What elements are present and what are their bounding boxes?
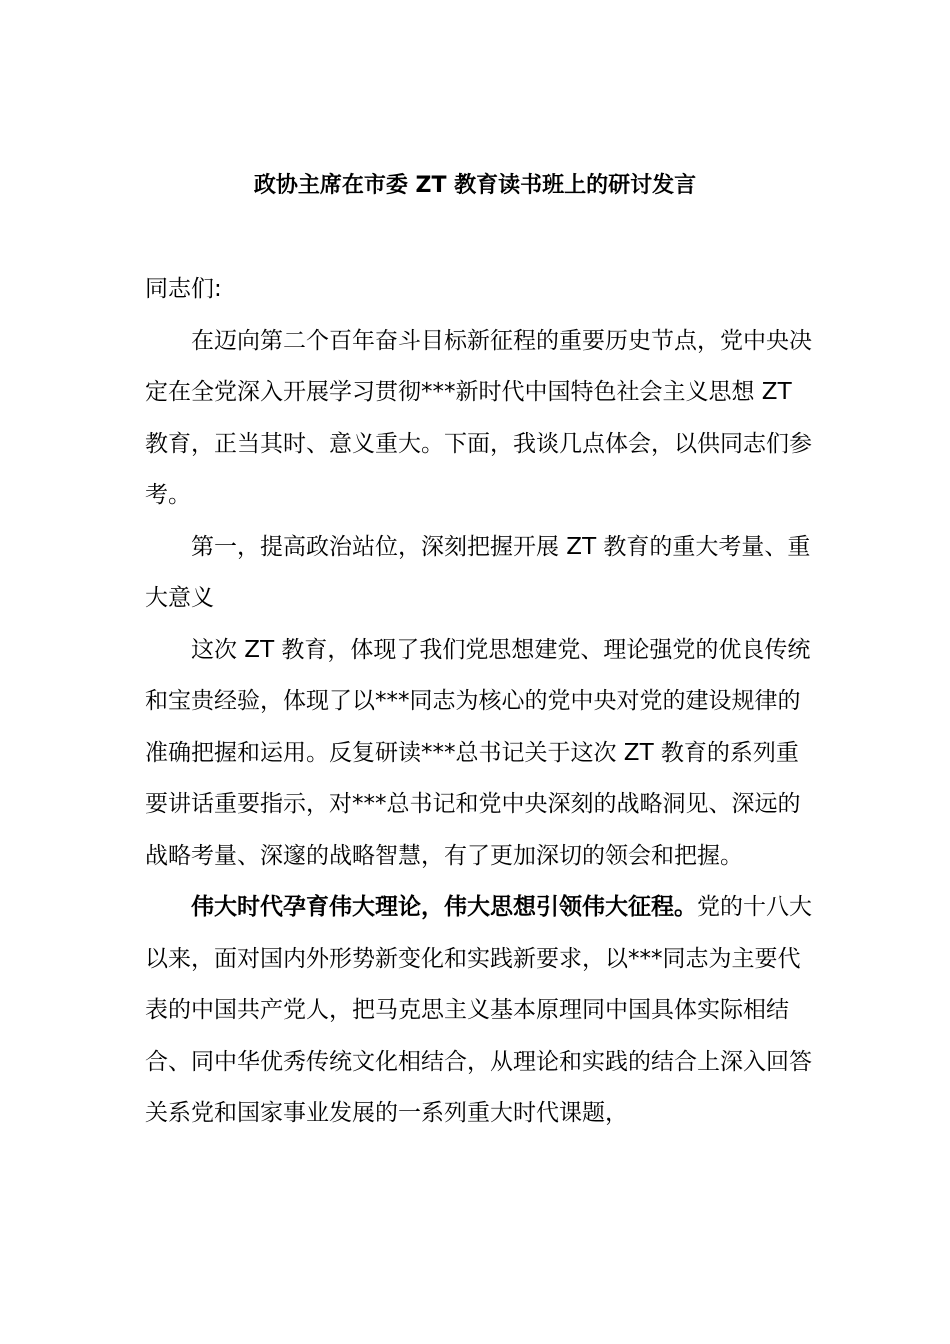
document-title: 政协主席在市委 ZT 教育读书班上的研讨发言 [253,173,697,198]
paragraph-text: 在迈向第二个百年奋斗目标新征程的重要历史节点，党中央决定在全党深入开展学习贯彻***新时代中国特色社会主义思想 ZT 教育，正当其时、意义重大。下面，我谈几点体会，以供同志们参考。 [145,327,812,508]
section-heading-text: 第一，提高政治站位，深刻把握开展 ZT 教育的重大考量、重大意义 [145,533,811,611]
paragraph-lead-sentence: 伟大时代孕育伟大理论，伟大思想引领伟大征程。 [191,894,697,920]
section-heading-first [145,522,815,625]
salutation: 同志们: [145,276,222,302]
paragraph-education [145,625,815,883]
paragraph-text: 党的十八大以来，面对国内外形势新变化和实践新要求，以***同志为主要代表的中国共产党人，把马克思主义基本原理同中国具体实际相结合、同中华优秀传统文化相结合，从理论和实践的结合上深入回答关系党和国家事业发展的一系列重大时代课题， [145,894,812,1126]
paragraph-text: 这次 ZT 教育，体现了我们党思想建党、理论强党的优良传统和宝贵经验，体现了以***同志为核心的党中央对党的建设规律的准确把握和运用。反复研读***总书记关于这次 ZT 教育的系列重要讲话重要指示，对***总书记和党中央深刻的战略洞见、深远的战略考量、深邃的战略智慧，有了更加深切的领会和把握。 [145,636,811,869]
paragraph-great-era [145,882,815,1140]
document-body [145,264,815,1140]
paragraph-intro [145,316,815,522]
